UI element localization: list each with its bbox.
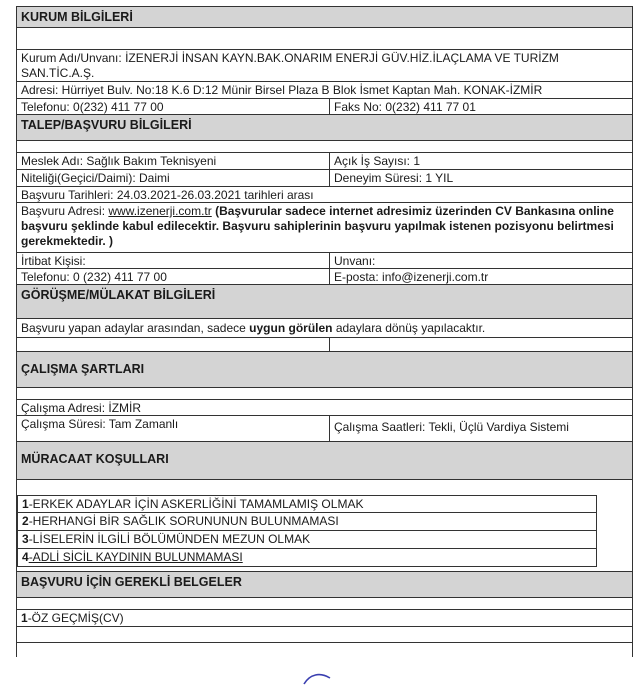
gorusme-text-row xyxy=(16,319,633,338)
calisma-suresi: Çalışma Süresi: Tam Zamanlı xyxy=(21,417,179,431)
divider xyxy=(329,338,330,351)
item-number: 1 xyxy=(21,611,28,625)
section-header-muracaat xyxy=(16,442,633,480)
kurum-faks: Faks No: 0(232) 411 77 01 xyxy=(334,100,476,114)
gorusme-text-bold: uygun görülen xyxy=(249,321,333,335)
section-header-gorusme xyxy=(16,285,633,319)
item-number: 1 xyxy=(22,497,29,511)
acik-is-sayisi: Açık İş Sayısı: 1 xyxy=(334,154,421,168)
irtibat-row xyxy=(16,253,633,269)
kurum-adi-label: Kurum Adı/Unvanı: xyxy=(21,51,122,65)
gorusme-text-pre: Başvuru yapan adaylar arasından, sadece xyxy=(21,321,246,335)
belge-item xyxy=(17,610,632,626)
kurum-adi xyxy=(17,50,632,82)
spacer-row xyxy=(16,643,633,657)
application-form xyxy=(16,6,633,657)
item-number: 3 xyxy=(22,532,29,546)
calisma-adresi: Çalışma Adresi: İZMİR xyxy=(21,401,142,415)
section-title: TALEP/BAŞVURU BİLGİLERİ xyxy=(21,118,192,132)
section-header-belgeler xyxy=(16,572,633,598)
spacer-row xyxy=(16,338,633,352)
section-title: GÖRÜŞME/MÜLAKAT BİLGİLERİ xyxy=(21,288,216,302)
talep-telefon: Telefonu: 0 (232) 411 77 00 xyxy=(21,270,167,284)
spacer-row xyxy=(16,141,633,153)
calisma-suresi-row xyxy=(16,416,633,442)
spacer-row xyxy=(16,598,633,610)
section-header-talep xyxy=(16,115,633,141)
section-header-calisma xyxy=(16,352,633,388)
section-title: BAŞVURU İÇİN GEREKLİ BELGELER xyxy=(21,575,242,589)
kurum-telefon: Telefonu: 0(232) 411 77 00 xyxy=(21,100,164,114)
tarihler-row xyxy=(16,187,633,203)
kurum-telefon-row xyxy=(16,99,633,115)
belge-row xyxy=(16,610,633,627)
basvuru-adresi-row xyxy=(16,203,633,253)
section-header-kurum xyxy=(16,6,633,28)
item-text: -LİSELERİN İLGİLİ BÖLÜMÜNDEN MEZUN OLMAK xyxy=(28,532,311,546)
list-item xyxy=(17,549,597,567)
spacer-row xyxy=(16,388,633,400)
item-number: 4 xyxy=(22,550,29,564)
website-link[interactable]: www.izenerji.com.tr xyxy=(108,204,212,218)
list-item xyxy=(17,531,597,549)
kurum-adi-value: İZENERJİ İNSAN KAYN.BAK.ONARIM ENERJİ GÜV.HİZ.İLAÇLAMA VE TURİZM SAN.TİC.A.Ş. xyxy=(21,51,559,80)
kurum-adi-row xyxy=(16,50,633,82)
talep-telefon-row xyxy=(16,269,633,285)
muracaat-list-row xyxy=(16,480,633,572)
spacer-row xyxy=(16,627,633,643)
item-number: 2 xyxy=(22,514,29,528)
section-title: MÜRACAAT KOŞULLARI xyxy=(21,452,169,466)
kurum-adres-row xyxy=(16,82,633,99)
calisma-adresi-row xyxy=(16,400,633,416)
basvuru-note: (Başvurular sadece internet adresimiz üzerinden CV Bankasına online başvuru şeklinde kabul edilecektir. Başvuru sahiplerinin başvuru yapılmak istenen pozisyonu belirtmesi gerekmektedir. ) xyxy=(21,204,614,248)
item-text: -HERHANGİ BİR SAĞLIK SORUNUNUN BULUNMAMASI xyxy=(28,514,339,528)
kurum-adres: Adresi: Hürriyet Bulv. No:18 K.6 D:12 Münir Birsel Plaza B Blok İsmet Kaptan Mah. KONAK-İZMİR xyxy=(21,83,543,97)
nitelik-row xyxy=(16,170,633,187)
irtibat-kisisi: İrtibat Kişisi: xyxy=(21,254,86,268)
unvani: Unvanı: xyxy=(334,254,376,268)
niteligi: Niteliği(Geçici/Daimi): Daimi xyxy=(21,171,170,185)
meslek-adi: Meslek Adı: Sağlık Bakım Teknisyeni xyxy=(21,154,217,168)
muracaat-list xyxy=(17,495,597,567)
talep-eposta: E-posta: info@izenerji.com.tr xyxy=(334,270,489,284)
basvuru-tarihleri: Başvuru Tarihleri: 24.03.2021-26.03.2021 tarihleri arası xyxy=(21,188,314,202)
basvuru-adresi xyxy=(17,203,632,250)
spacer-row xyxy=(16,28,633,50)
calisma-saatleri: Çalışma Saatleri: Tekli, Üçlü Vardiya Sistemi xyxy=(334,420,569,434)
meslek-row xyxy=(16,153,633,170)
gorusme-text xyxy=(17,320,632,337)
deneyim-suresi: Deneyim Süresi: 1 YIL xyxy=(334,171,454,185)
gorusme-text-post: adaylara dönüş yapılacaktır. xyxy=(335,321,486,335)
list-item xyxy=(17,495,597,513)
section-title: ÇALIŞMA ŞARTLARI xyxy=(21,362,145,376)
item-text: -ERKEK ADAYLAR İÇİN ASKERLİĞİNİ TAMAMLAMIŞ OLMAK xyxy=(28,497,364,511)
list-item xyxy=(17,513,597,531)
section-title: KURUM BİLGİLERİ xyxy=(21,10,133,24)
item-text: -ÖZ GEÇMİŞ(CV) xyxy=(27,611,124,625)
basvuru-adresi-label: Başvuru Adresi: xyxy=(21,204,106,218)
item-text: -ADLİ SİCİL KAYDININ BULUNMAMASI xyxy=(28,550,243,564)
